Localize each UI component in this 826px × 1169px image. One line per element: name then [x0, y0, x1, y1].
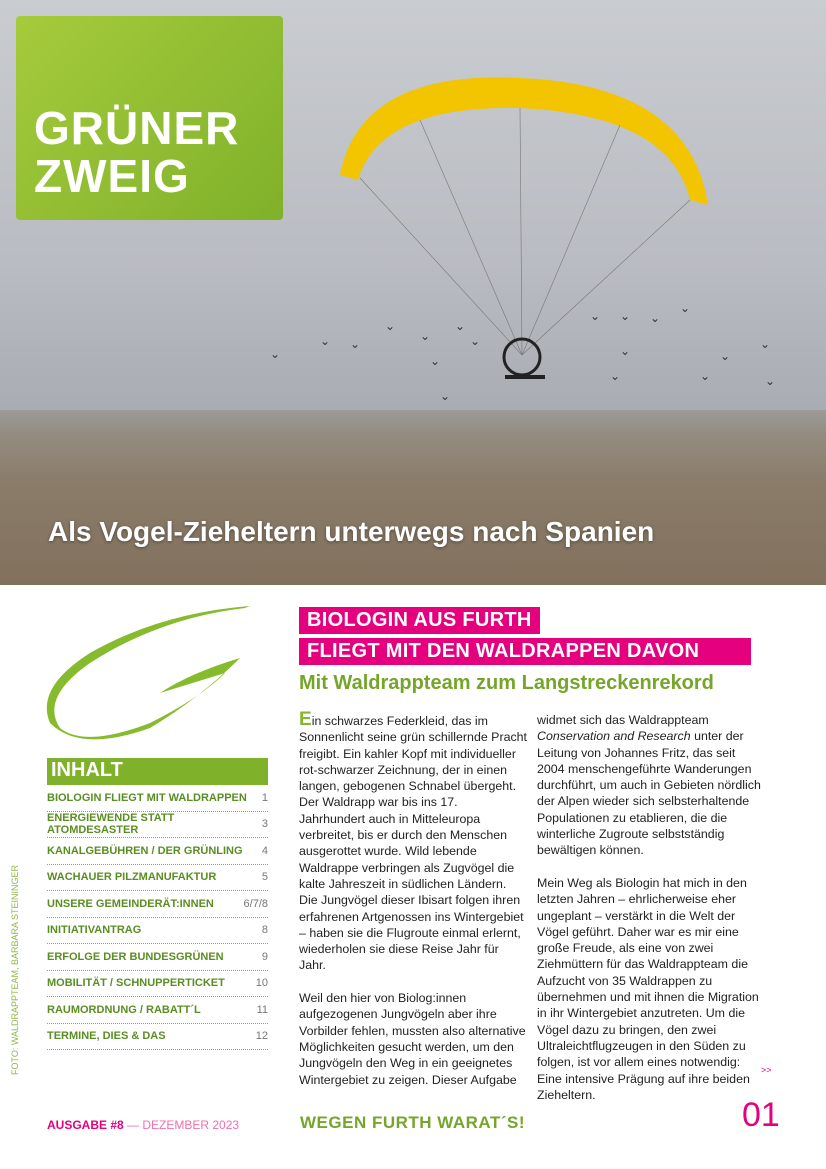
article-subtitle: Mit Waldrappteam zum Langstreckenrekord [299, 672, 714, 694]
svg-text:⌄: ⌄ [680, 301, 691, 315]
toc-item-label: ERFOLGE DER BUNDESGRÜNEN [47, 950, 224, 963]
green-g-logo-icon [40, 603, 255, 743]
masthead-line1: GRÜNER [34, 102, 240, 154]
svg-text:⌄: ⌄ [470, 334, 481, 348]
toc-item-label: INITIATIVANTRAG [47, 924, 142, 937]
continue-marker: >> [761, 1065, 772, 1075]
svg-text:⌄: ⌄ [620, 344, 631, 358]
toc-item[interactable] [47, 1024, 268, 1051]
toc-item-label: TERMINE, DIES & DAS [47, 1030, 166, 1043]
toc-item-label: WACHAUER PILZMANUFAKTUR [47, 871, 217, 884]
paragraph-1 [299, 709, 527, 974]
toc-item-label: ENERGIEWENDE STATT ATOMDESASTER [47, 812, 175, 837]
toc-item-label: KANALGEBÜHREN / DER GRÜNLING [47, 844, 243, 857]
issue-number: AUSGABE #8 [47, 1118, 124, 1132]
issue-date: DEZEMBER 2023 [142, 1118, 240, 1132]
article-kicker-1: BIOLOGIN AUS FURTH [299, 607, 540, 634]
toc-item-page: 10 [255, 977, 268, 990]
svg-text:⌄: ⌄ [610, 369, 621, 383]
paragraph-2-end: unter der Leitung von Johannes Fritz, das seit 2004 menschengeführte Wanderungen durchführt, um auch in Gebieten nördlich der Alpen wieder sich selbsterhaltende Populationen zu etablieren, die die winterliche Zugroute selbstständig bewältigen können. [537, 729, 761, 858]
toc-item-page: 8 [261, 924, 268, 937]
article-kicker-2: FLIEGT MIT DEN WALDRAPPEN DAVON [299, 638, 751, 665]
toc-list [47, 785, 268, 1050]
cover-headline: Als Vogel-Zieheltern unterwegs nach Spanien [48, 516, 655, 547]
toc-item-label: UNSERE GEMEINDERÄT:INNEN [47, 897, 214, 910]
toc-item[interactable] [47, 918, 268, 945]
toc-item[interactable] [47, 812, 268, 839]
photo-credit: FOTO: WALDRAPPTEAM, BARBARA STEININGER [10, 864, 20, 1075]
toc-item[interactable] [47, 838, 268, 865]
svg-text:⌄: ⌄ [350, 337, 361, 351]
article-body [299, 709, 765, 1103]
paragraph-2-text: Weil den hier von Biolog:innen aufgezogenen Jungvögeln aber ihre Vorbilder fehlen, mussten also alternative Möglichkeiten gesucht werden, um den Jungvögeln den Weg in ein geeignetes Wintergebiet zu zeigen. Dieser Aufgabe widmet sich das Waldrappteam [299, 713, 709, 1087]
svg-text:⌄: ⌄ [765, 374, 776, 388]
svg-text:⌄: ⌄ [700, 369, 711, 383]
toc-item-label: MOBILITÄT / SCHNUPPERTICKET [47, 977, 225, 990]
paragraph-3: Mein Weg als Biologin hat mich in den letzten Jahren – ehrlicherweise eher ungeplant – verstärkt in die Welt der Vögel geführt. Daher war es mir eine große Freude, als eine von zwei Ziehmüttern für das Waldrappteam die Aufzucht von 35 Waldrappen zu übernehmen und mit ihnen die Migration in ihr Wintergebiet anzutreten. Um die Vögel dazu zu bringen, den zwei Ultraleichtflugzeugen in den Süden zu folgen, ist vor allem eines notwendig: Eine intensive Prägung auf ihre beiden Zieheltern. [537, 875, 759, 1102]
svg-text:⌄: ⌄ [430, 354, 441, 368]
toc-title: INHALT [47, 758, 268, 785]
svg-text:⌄: ⌄ [270, 347, 281, 361]
toc-item-page: 1 [261, 791, 268, 804]
organization-name: Conservation and Research [537, 729, 691, 744]
paragraph-1-text: in schwarzes Federkleid, das im Sonnenlicht seine grün schillernde Pracht freigibt. Ein kahler Kopf mit individueller rot-schwarzer Zeichnung, der in einen langen, gebogenen Schnabel übergeht. Der Waldrapp war bis ins 17. Jahrhundert auch in Mitteleuropa verbreitet, bis er durch den Menschen ausgerottet wurde. Wild lebende Waldrappe verbringen als Zugvögel die kalte Jahreszeit in südlichen Ländern. Die Jungvögel dieser Ibisart folgen ihren erfahrenen Artgenossen ins Wintergebiet – haben sie die Flugroute einmal erlernt, wiederholen sie diese Reise Jahr für Jahr. [299, 714, 527, 973]
svg-text:⌄: ⌄ [385, 319, 396, 333]
svg-text:⌄: ⌄ [760, 337, 771, 351]
drop-cap: E [299, 709, 312, 730]
toc-item-page: 9 [261, 950, 268, 963]
separator: — [123, 1118, 143, 1132]
toc-item[interactable] [47, 785, 268, 812]
toc-item-page: 11 [256, 1003, 268, 1016]
svg-text:⌄: ⌄ [620, 309, 631, 323]
masthead-logo [16, 16, 283, 220]
toc-item-page: 4 [261, 844, 268, 857]
toc-item-page: 3 [261, 818, 268, 831]
toc-item-label: BIOLOGIN FLIEGT MIT WALDRAPPEN [47, 791, 247, 804]
issue-info [47, 1118, 239, 1132]
toc-item[interactable] [47, 971, 268, 998]
toc-item-label: RAUMORDNUNG / RABATT´L [47, 1003, 201, 1016]
svg-text:⌄: ⌄ [455, 319, 466, 333]
svg-text:⌄: ⌄ [650, 311, 661, 325]
toc-item-page: 6/7/8 [243, 897, 268, 910]
toc-item-page: 12 [255, 1030, 268, 1043]
table-of-contents [47, 758, 268, 1050]
masthead-line2: ZWEIG [34, 150, 190, 202]
page-number: 01 [742, 1096, 780, 1134]
svg-text:⌄: ⌄ [720, 349, 731, 363]
toc-item[interactable] [47, 944, 268, 971]
toc-item[interactable] [47, 865, 268, 892]
slogan: WEGEN FURTH WARAT´S! [300, 1113, 525, 1132]
toc-item-page: 5 [261, 871, 268, 884]
toc-item[interactable] [47, 997, 268, 1024]
svg-text:⌄: ⌄ [320, 334, 331, 348]
toc-item[interactable] [47, 891, 268, 918]
svg-text:⌄: ⌄ [590, 309, 601, 323]
svg-text:⌄: ⌄ [420, 329, 431, 343]
svg-text:⌄: ⌄ [440, 389, 451, 403]
